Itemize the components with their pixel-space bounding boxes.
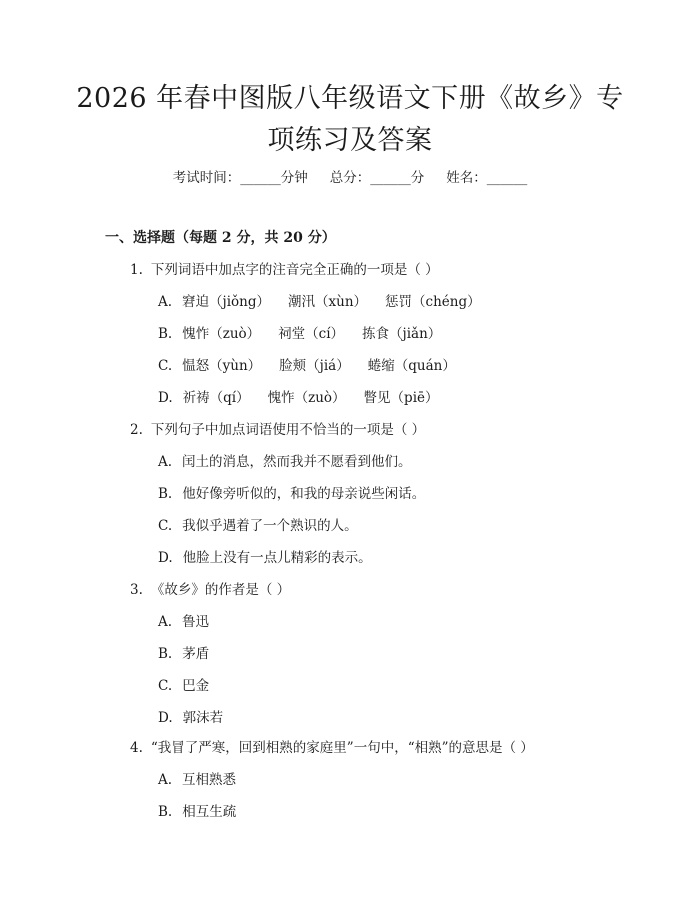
document-title bbox=[60, 78, 640, 162]
question-text: 《故乡》的作者是（ ） bbox=[150, 582, 291, 598]
exam-score: 总分：______分 bbox=[329, 170, 425, 186]
q1-option-b bbox=[158, 324, 459, 344]
option-term: 窘迫（jiǒng） bbox=[182, 294, 271, 310]
section-heading: 一、选择题（每题 2 分，共 20 分） bbox=[105, 230, 336, 246]
option-letter: A. bbox=[158, 294, 173, 310]
option-letter: C. bbox=[158, 678, 173, 694]
q2-option-b bbox=[158, 484, 425, 504]
option-text: 茅盾 bbox=[182, 646, 210, 662]
option-term: 祠堂（cí） bbox=[278, 326, 345, 342]
q3-option-d bbox=[158, 708, 223, 728]
option-text: 郭沫若 bbox=[182, 710, 224, 726]
option-text: 他脸上没有一点儿精彩的表示。 bbox=[182, 550, 372, 566]
option-letter: B. bbox=[158, 326, 173, 342]
option-text: 他好像旁听似的，和我的母亲说些闲话。 bbox=[182, 486, 426, 502]
option-term: 潮汛（xùn） bbox=[288, 294, 368, 310]
option-term: 愠怒（yùn） bbox=[182, 358, 262, 374]
q2-option-d bbox=[158, 548, 372, 568]
question-number: 2. bbox=[130, 422, 143, 438]
question-text: 下列词语中加点字的注音完全正确的一项是（ ） bbox=[150, 262, 439, 278]
question-3 bbox=[130, 580, 290, 600]
option-letter: B. bbox=[158, 486, 173, 502]
q3-option-c bbox=[158, 676, 209, 696]
option-letter: A. bbox=[158, 614, 173, 630]
option-term: 惩罚（chéng） bbox=[385, 294, 481, 310]
option-letter: C. bbox=[158, 518, 173, 534]
question-number: 4. bbox=[130, 740, 143, 756]
question-number: 3. bbox=[130, 582, 143, 598]
option-letter: D. bbox=[158, 390, 173, 406]
option-letter: B. bbox=[158, 804, 173, 820]
q4-option-b bbox=[158, 802, 236, 822]
option-text: 巴金 bbox=[182, 678, 210, 694]
option-letter: D. bbox=[158, 550, 173, 566]
option-term: 愧怍（zuò） bbox=[267, 390, 346, 406]
option-text: 相互生疏 bbox=[182, 804, 237, 820]
option-text: 鲁迅 bbox=[182, 614, 210, 630]
option-term: 瞥见（piē） bbox=[363, 390, 439, 406]
q3-option-b bbox=[158, 644, 209, 664]
option-term: 拣食（jiǎn） bbox=[362, 326, 442, 342]
q2-option-a bbox=[158, 452, 412, 472]
title-line-1: 2026 年春中图版八年级语文下册《故乡》专 bbox=[76, 83, 624, 114]
question-text: 下列句子中加点词语使用不恰当的一项是（ ） bbox=[150, 422, 426, 438]
option-letter: D. bbox=[158, 710, 173, 726]
exam-name: 姓名：______ bbox=[446, 170, 528, 186]
question-2 bbox=[130, 420, 425, 440]
option-letter: A. bbox=[158, 772, 173, 788]
title-line-2: 项练习及答案 bbox=[267, 125, 433, 156]
option-term: 愧怍（zuò） bbox=[182, 326, 261, 342]
question-4 bbox=[130, 738, 534, 758]
q1-option-a bbox=[158, 292, 499, 312]
exam-time: 考试时间：______分钟 bbox=[172, 170, 308, 186]
question-text: “我冒了严寒，回到相熟的家庭里”一句中，“相熟”的意思是（ ） bbox=[150, 740, 534, 756]
q2-option-c bbox=[158, 516, 358, 536]
q4-option-a bbox=[158, 770, 236, 790]
question-number: 1. bbox=[130, 262, 143, 278]
q1-option-c bbox=[158, 356, 474, 376]
exam-meta bbox=[0, 168, 700, 188]
option-letter: C. bbox=[158, 358, 173, 374]
option-letter: A. bbox=[158, 454, 173, 470]
option-text: 我似乎遇着了一个熟识的人。 bbox=[182, 518, 358, 534]
q1-option-d bbox=[158, 388, 457, 408]
option-term: 脸颊（jiá） bbox=[279, 358, 350, 374]
option-text: 互相熟悉 bbox=[182, 772, 237, 788]
option-letter: B. bbox=[158, 646, 173, 662]
option-term: 蜷缩（quán） bbox=[367, 358, 456, 374]
question-1 bbox=[130, 260, 439, 280]
q3-option-a bbox=[158, 612, 209, 632]
option-text: 闰土的消息，然而我并不愿看到他们。 bbox=[182, 454, 412, 470]
option-term: 祈祷（qí） bbox=[182, 390, 250, 406]
